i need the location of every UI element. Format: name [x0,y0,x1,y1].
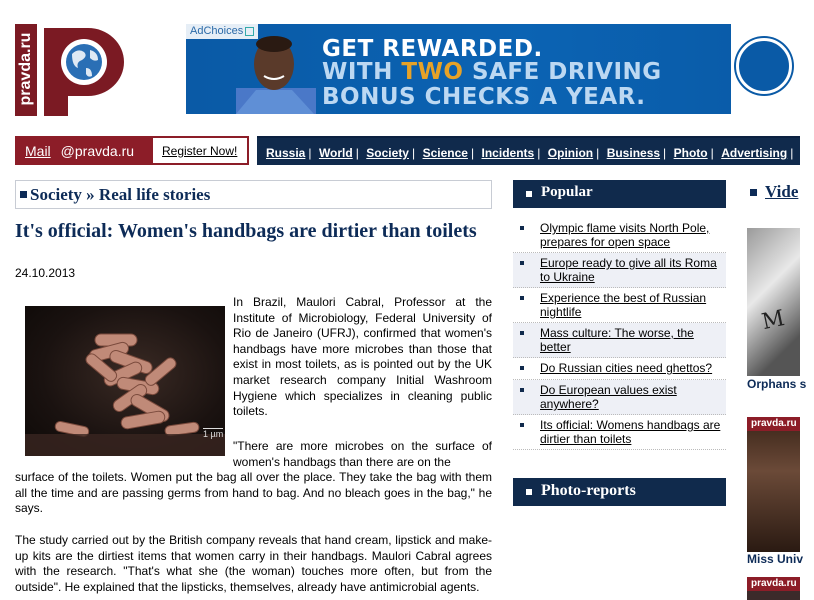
video-thumbnail-3[interactable] [747,577,800,600]
article-paragraph-3: The study carried out by the British company reveals that hand cream, lipstick and make-up kits are the dirtiest items that women carry in their handbags. Maulori Cabral agrees with the research. "That's what she (the woman) touches more often, but from the outside". He explained that the lipsticks, themselves, already have antimicrobial agents. [15,533,492,594]
nav-separator: | [470,146,475,160]
register-link[interactable]: Register Now! [162,144,238,158]
article-paragraph-2b: surface of the toilets. Women put the bag all over the place. They take the bag with them all the time and are passing germs from hand to bag. And no bleach goes in the bag," he says. [15,470,492,516]
video-thumbnail-2[interactable] [747,417,800,552]
nav-incidents[interactable]: Incidents [481,146,535,160]
breadcrumb[interactable]: Society » Real life stories [15,180,492,209]
photo-reports-heading[interactable]: Photo-reports [513,478,726,506]
nav-advertising[interactable]: Advertising [721,146,788,160]
logo-p-globe-icon [40,24,127,116]
nav-more[interactable]: se [800,149,812,160]
video-heading[interactable]: Vide [747,182,798,202]
photo-scale-label: 1 µm [203,429,224,439]
popular-item[interactable]: Experience the best of Russian nightlife [513,288,726,323]
nav-separator: | [790,146,794,160]
nav-separator: | [411,146,416,160]
ad-person-image [226,32,322,114]
ad-brand-logo [731,24,811,114]
nav-separator: | [710,146,714,160]
ad-line-3: BONUS CHECKS A YEAR. [322,84,646,110]
popular-item[interactable]: Mass culture: The worse, the better [513,323,726,358]
nav-separator: | [596,146,600,160]
mail-bar [15,136,249,165]
article-photo [25,306,225,456]
logo-text: pravda.ru [17,32,34,106]
nav-world[interactable]: World [318,146,353,160]
popular-item[interactable]: Europe ready to give all its Roma to Ukraine [513,253,726,288]
popular-list [513,218,726,450]
video-caption-1[interactable]: Orphans s [747,377,807,391]
adchoices-label[interactable]: AdChoices [186,24,258,39]
nav-separator: | [355,146,359,160]
nav-science[interactable]: Science [422,146,468,160]
bacteria-image [25,306,225,456]
main-nav [257,136,812,165]
article-date: 24.10.2013 [15,266,76,280]
nav-society[interactable]: Society [366,146,409,160]
article-paragraph-2a: "There are more microbes on the surface of women's handbags than there are on the [233,439,492,469]
video-caption-2[interactable]: Miss Univ [747,552,804,566]
article-title: It's official: Women's handbags are dirtier than toilets [15,220,477,242]
popular-item[interactable]: Its official: Womens handbags are dirtier than toilets [513,415,726,450]
site-logo[interactable] [15,24,127,116]
nav-business[interactable]: Business [606,146,661,160]
article-paragraph-1: In Brazil, Maulori Cabral, Professor at the Institute of Microbiology, Federal University of Rio de Janeiro (UFRJ), confirmed that women's handbags have more microbes than those that exist in most toilets, as is pointed out by the UK market research company Initial Washroom Hygiene which specializes in cleaning public toilets. [233,295,492,419]
nav-separator: | [308,146,312,160]
ad-headline: GET REWARDED. [322,36,543,62]
popular-item[interactable]: Do Russian cities need ghettos? [513,358,726,380]
thumbnail-logo: pravda.ru [747,417,800,431]
mail-link[interactable]: Mail [25,143,51,159]
thumbnail-logo: pravda.ru [747,577,800,591]
thumbnail-graffiti: M [759,305,787,336]
nav-photo[interactable]: Photo [673,146,708,160]
popular-item[interactable]: Olympic flame visits North Pole, prepares for open space [513,218,726,253]
video-thumbnail-1[interactable] [747,228,800,376]
nav-russia[interactable]: Russia [266,146,306,160]
ad-line-2: WITH TWO SAFE DRIVING [322,59,662,85]
mail-box [17,138,153,163]
mail-domain: @pravda.ru [60,143,135,159]
ad-brand-circle-icon [736,38,792,94]
nav-separator: | [663,146,667,160]
nav-opinion[interactable]: Opinion [547,146,594,160]
logo-side-bar [15,24,37,116]
nav-separator: | [537,146,541,160]
popular-heading: Popular [513,180,726,208]
ad-banner[interactable] [186,24,800,114]
popular-item[interactable]: Do European values exist anywhere? [513,380,726,415]
